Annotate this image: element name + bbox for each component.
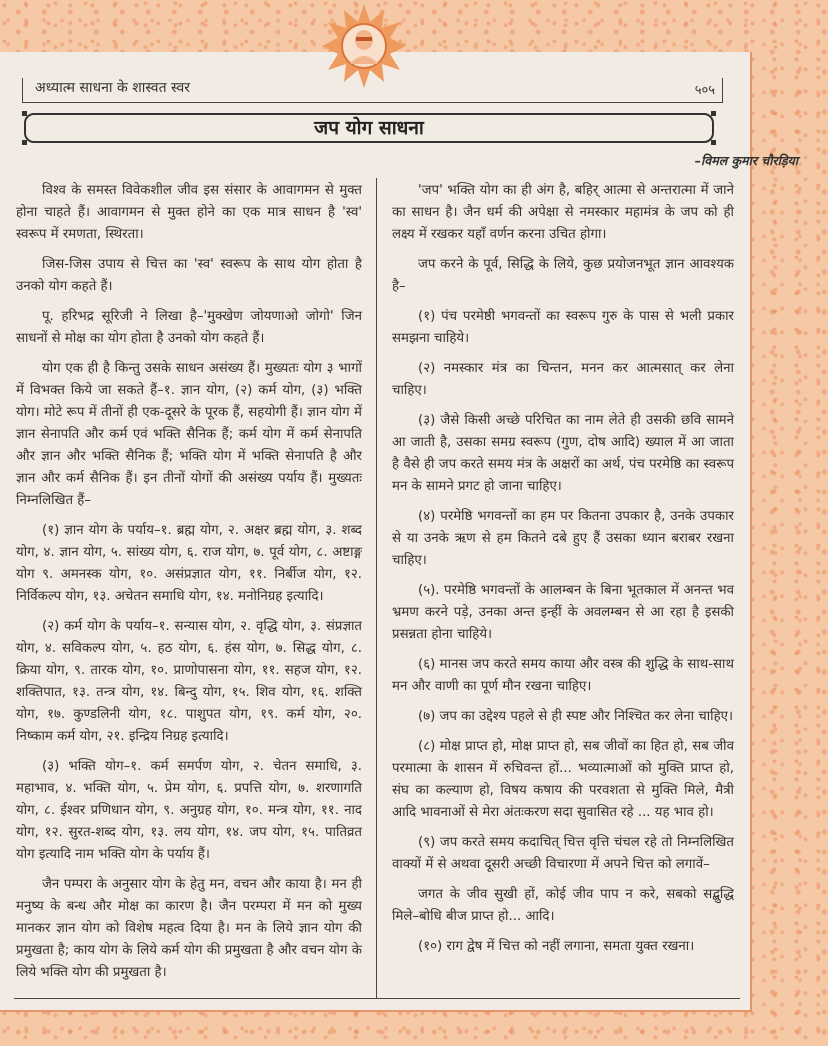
running-title: अध्यात्म साधना के शास्वत स्वर: [35, 80, 190, 96]
paragraph: (५). परमेष्ठि भगवन्तों के आलम्बन के बिना भूतकाल में अनन्त भव भ्रमण करने पड़े, उनका अन्त इन्हीं के अवलम्बन से आ रहा है इसकी प्रसन्नता होना चाहिये।: [392, 583, 734, 642]
paragraph: (१०) राग द्वेष में चित्त को नहीं लगाना, समता युक्त रखना।: [418, 939, 695, 954]
paragraph: (९) जप करते समय कदाचित् चित्त वृत्ति चंचल रहे तो निम्नलिखित वाक्यों में से अथवा दूसरी अच्छी विचारणा में अपने चित्त को लगावें–: [392, 835, 734, 872]
left-column: [16, 180, 362, 992]
corner-ornament: [22, 111, 27, 116]
article-title-box: [24, 113, 714, 143]
paragraph: योग एक ही है किन्तु उसके साधन असंख्य हैं। मुख्यतः योग ३ भागों में विभक्त किये जा सकते हैं–१. ज्ञान योग, (२) कर्म योग, (३) भक्ति योग। मोटे रूप में तीनों ही एक-दूसरे के पूरक हैं, सहयोगी हैं। ज्ञान योग में ज्ञान सेनापति और कर्म एवं भक्ति सैनिक हैं; कर्म योग में कर्म सेनापति और ज्ञान और भक्ति सैनिक हैं; भक्ति योग में भक्ति सेनापति है और ज्ञान और कर्म सैनिक हैं। इन तीनों योगों की असंख्य पर्याय हैं। मुख्यतः निम्नलिखित हैं–: [16, 361, 362, 508]
paragraph: (६) मानस जप करते समय काया और वस्त्र की शुद्धि के साथ-साथ मन और वाणी का पूर्ण मौन रखना चाहिए।: [392, 657, 734, 694]
paragraph: (२) कर्म योग के पर्याय–१. सन्यास योग, २. वृद्धि योग, ३. संप्रज्ञात योग, ४. सविकल्प योग, ५. हठ योग, ६. हंस योग, ७. सिद्ध योग, ८. क्रिया योग, ९. तारक योग, १०. प्राणोपासना योग, ११. सहज योग, १२. शक्तिपात, १३. तन्त्र योग, १४. बिन्दु योग, १५. शिव योग, १६. शक्ति योग, १७. कुण्डलिनी योग, १८. पाशुपत योग, १९. कर्म योग, २०. निष्काम कर्म योग, २१. इन्द्रिय निग्रह इत्यादि।: [16, 619, 362, 744]
paragraph: (४) परमेष्ठि भगवन्तों का हम पर कितना उपकार है, उनके उपकार से या उनके ऋण से हम कितने दबे हुए हैं उसका ध्यान बराबर रखना चाहिए।: [392, 509, 734, 568]
paragraph: विश्व के समस्त विवेकशील जीव इस संसार के आवागमन से मुक्त होना चाहते हैं। आवागमन से मुक्त होने का एक मात्र साधन है 'स्व' स्वरूप में रमणता, स्थिरता।: [16, 183, 362, 242]
paragraph: जप करने के पूर्व, सिद्धि के लिये, कुछ प्रयोजनभूत ज्ञान आवश्यक है–: [392, 257, 734, 294]
paragraph: (१) पंच परमेष्ठी भगवन्तों का स्वरूप गुरु के पास से भली प्रकार समझना चाहिये।: [392, 309, 734, 346]
right-column: [392, 180, 734, 966]
paragraph: (१) ज्ञान योग के पर्याय–१. ब्रह्म योग, २. अक्षर ब्रह्म योग, ३. शब्द योग, ४. ज्ञान योग, ५. सांख्य योग, ६. राज योग, ७. पूर्व योग, ८. अष्टाङ्ग योग ९. अमनस्क योग, १०. असंप्रज्ञात योग, ११. निर्बीज योग, १२. निर्विकल्प योग, १३. अचेतन समाधि योग, १४. मनोनिग्रह इत्यादि।: [16, 523, 362, 604]
decorative-footer-border: [0, 1018, 828, 1038]
corner-ornament: [711, 140, 716, 145]
paragraph: पू. हरिभद्र सूरिजी ने लिखा है–'मुक्खेण जोयणाओ जोगो' जिन साधनों से मोक्ष का योग होता है उनको योग कहते हैं।: [16, 309, 362, 346]
paragraph: (३) जैसे किसी अच्छे परिचित का नाम लेते ही उसकी छवि सामने आ जाती है, उसका समग्र स्वरूप (गुण, दोष आदि) ख्याल में आ जाता है वैसे ही जप करते समय मंत्र के अक्षरों का अर्थ, पंच परमेष्ठि का स्वरूप मन के सामने प्रगट हो जाना चाहिए।: [392, 413, 734, 494]
paragraph: (२) नमस्कार मंत्र का चिन्तन, मनन कर आत्मसात् कर लेना चाहिए।: [392, 361, 734, 398]
paragraph: (३) भक्ति योग–१. कर्म समर्पण योग, २. चेतन समाधि, ३. महाभाव, ४. भक्ति योग, ५. प्रेम योग, ६. प्रपत्ति योग, ७. शरणागति योग, ८. ईश्वर प्रणिधान योग, ९. अनुग्रह योग, १०. मन्त्र योग, ११. नाद योग, १२. सुरत-शब्द योग, १३. लय योग, १४. जप योग, १५. पातिव्रत योग इत्यादि नाम भक्ति योग के पर्याय हैं।: [16, 759, 362, 862]
paragraph: जिस-जिस उपाय से चित्त का 'स्व' स्वरूप के साथ योग होता है उनको योग कहते हैं।: [16, 257, 362, 294]
paragraph: 'जप' भक्ति योग का ही अंग है, बहिर् आत्मा से अन्तरात्मा में जाने का साधन है। जैन धर्म की अपेक्षा से नमस्कार महामंत्र के जप को ही लक्ष्य में रखकर यहाँ वर्णन करना उचित होगा।: [392, 183, 734, 242]
article-author: –विमल कुमार चौरड़िया: [694, 153, 798, 168]
article-title: जप योग साधना: [314, 117, 424, 139]
paragraph: जैन पम्परा के अनुसार योग के हेतु मन, वचन और काया है। मन ही मनुष्य के बन्ध और मोक्ष का कारण है। जैन परम्परा में मन को मुख्य मानकर ज्ञान योग को विशेष महत्व दिया है। मन के लिये ज्ञान योग की प्रमुखता है; काय योग के लिये कर्म योग की प्रमुखता है और वचन योग के लिये भक्ति योग की प्रमुखता है।: [16, 877, 362, 980]
running-header: [22, 78, 723, 103]
bottom-rule: [14, 998, 740, 999]
paragraph: जगत के जीव सुखी हों, कोई जीव पाप न करे, सबको सद्बुद्धि मिले–बोधि बीज प्राप्त हो... आदि।: [392, 887, 734, 924]
header-right-rule: [722, 78, 723, 102]
page-number: ५०५: [694, 83, 715, 98]
paragraph: (८) मोक्ष प्राप्त हो, मोक्ष प्राप्त हो, सब जीवों का हित हो, सब जीव परमात्मा के शासन में रुचिवन्त हों... भव्यात्माओं को मुक्ति प्राप्त हो, संघ का कल्याण हो, विषय कषाय की परवशता से मुक्ति मिले, मैत्री आदि भावनाओं से मेरा अंतःकरण सदा सुवासित रहे ... यह भाव हो।: [392, 739, 734, 820]
portrait-star-emblem-icon: [322, 4, 406, 88]
corner-ornament: [22, 140, 27, 145]
paragraph: (७) जप का उद्देश्य पहले से ही स्पष्ट और निश्चित कर लेना चाहिए।: [418, 709, 734, 724]
column-divider: [376, 178, 377, 998]
corner-ornament: [711, 111, 716, 116]
